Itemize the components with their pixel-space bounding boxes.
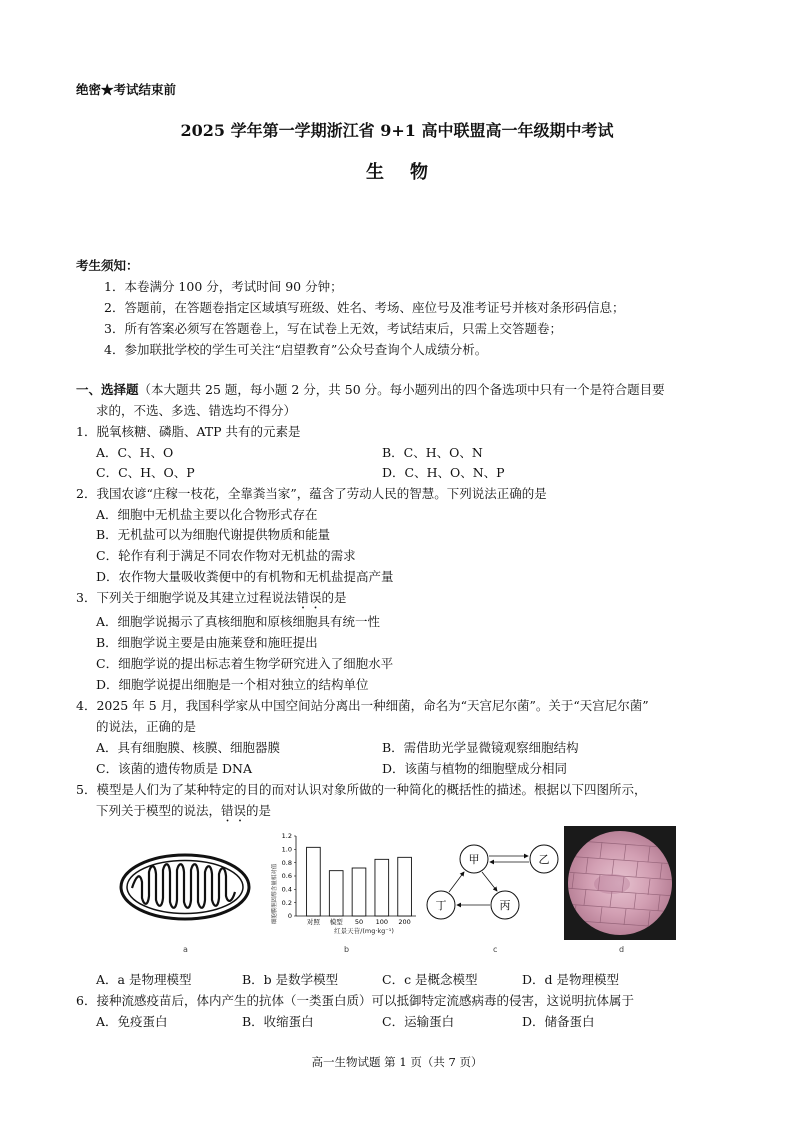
figure-label-c: c: [493, 945, 498, 954]
q5-option-b: B．b 是数学模型: [242, 972, 339, 987]
section-label: 一、选择题: [76, 382, 139, 397]
bar-chart: [266, 828, 426, 940]
y-tick-label: 0.2: [281, 898, 292, 907]
bar-0: [307, 847, 321, 916]
bar-2: [352, 868, 366, 916]
figure-label-a: a: [183, 945, 188, 954]
q5-stem-pre: 下列关于模型的说法，: [96, 803, 222, 818]
q3-option-b: B．细胞学说主要是由施莱登和施旺提出: [96, 635, 318, 650]
q6-option-b: B．收缩蛋白: [242, 1014, 314, 1029]
section-desc-2: 求的，不选、多选、错选均不得分）: [96, 403, 297, 418]
chart-ylabel: 细胞膜胆固醇含量相对值: [272, 863, 278, 925]
q2-stem: 2．我国农谚“庄稼一枝花，全靠粪当家”，蕴含了劳动人民的智慧。下列说法正确的是: [76, 486, 547, 501]
q4-option-b: B．需借助光学显微镜观察细胞结构: [382, 740, 579, 755]
notice-item: 3．所有答案必须写在答题卷上，写在试卷上无效，考试结束后，只需上交答题卷；: [104, 321, 562, 336]
q3-option-a: A．细胞学说揭示了真核细胞和原核细胞具有统一性: [96, 614, 381, 629]
q5-stem-1: 5．模型是人们为了某种特定的目的而对认识对象所做的一种简化的概括性的描述。根据以下四图所示，: [76, 782, 647, 797]
q4-stem-2: 的说法，正确的是: [96, 719, 197, 734]
q5-stem-post: 的是: [246, 803, 272, 818]
bar-4: [398, 857, 412, 916]
section-desc: （本大题共 25 题，每小题 2 分，共 50 分。每小题列出的四个备选项中只有一个是符合题目要: [138, 382, 665, 397]
onion-cell-micrograph: [564, 826, 676, 940]
y-tick-label: 1.0: [281, 845, 292, 854]
y-tick-label: 0.4: [281, 885, 292, 894]
node-ding-label: 丁: [435, 899, 447, 912]
notice-heading: 考生须知：: [76, 258, 139, 273]
y-tick-label: 0: [287, 912, 292, 921]
figure-label-d: d: [619, 945, 625, 954]
q5-stem-emphasis: 错误: [221, 803, 247, 818]
q5-option-c: C．c 是概念模型: [382, 972, 478, 987]
y-tick-label: 1.2: [281, 832, 292, 841]
q3-stem: [76, 588, 347, 612]
q4-option-c: C．该菌的遗传物质是 DNA: [96, 761, 253, 776]
arrow-jia-bing: [482, 872, 497, 891]
q2-option-b: B．无机盐可以为细胞代谢提供物质和能量: [96, 527, 331, 542]
q1-option-b: B．C、H、O、N: [382, 445, 483, 460]
node-yi-label: 乙: [538, 853, 550, 866]
confidential-mark: 绝密★考试结束前: [76, 82, 177, 97]
bar-3: [375, 859, 389, 916]
q1-stem: 1．脱氧核糖、磷脂、ATP 共有的元素是: [76, 424, 301, 439]
page-footer: 高一生物试题 第 1 页（共 7 页）: [311, 1055, 483, 1069]
q3-stem-pre: 3．下列关于细胞学说及其建立过程说法: [76, 590, 297, 605]
notice-item: 4．参加联批学校的学生可关注“启望教育”公众号查询个人成绩分析。: [104, 342, 488, 357]
mitochondrion-figure: [118, 852, 252, 922]
figure-label-b: b: [344, 945, 350, 954]
q6-stem: 6．接种流感疫苗后，体内产生的抗体（一类蛋白质）可以抵御特定流感病毒的侵害，这说明抗体属于: [76, 993, 634, 1008]
q5-option-d: D．d 是物理模型: [522, 972, 619, 987]
q4-option-d: D．该菌与植物的细胞壁成分相同: [382, 761, 568, 776]
q5-option-a: A．a 是物理模型: [96, 972, 192, 987]
y-tick-label: 0.6: [281, 872, 292, 881]
x-category-label: 对照: [306, 918, 320, 926]
q3-option-c: C．细胞学说的提出标志着生物学研究进入了细胞水平: [96, 656, 394, 671]
x-category-label: 100: [375, 918, 389, 926]
exam-title: 2025 学年第一学期浙江省 9+1 高中联盟高一年级期中考试: [180, 121, 614, 140]
q2-option-c: C．轮作有利于满足不同农作物对无机盐的需求: [96, 548, 356, 563]
section-heading: [76, 380, 665, 398]
notice-item: 2．答题前，在答题卷指定区域填写班级、姓名、考场、座位号及准考证号并核对条形码信息；: [104, 300, 625, 315]
q4-option-a: A．具有细胞膜、核膜、细胞器膜: [96, 740, 281, 755]
q1-option-c: C．C、H、O、P: [96, 465, 195, 480]
arrow-ding-jia: [449, 872, 464, 892]
q1-option-a: A．C、H、O: [96, 445, 174, 460]
q2-option-d: D．农作物大量吸收粪便中的有机物和无机盐提高产量: [96, 569, 394, 584]
concept-diagram: [424, 840, 564, 924]
x-category-label: 200: [398, 918, 411, 926]
q6-option-c: C．运输蛋白: [382, 1014, 455, 1029]
q1-option-d: D．C、H、O、N、P: [382, 465, 505, 480]
q3-stem-emphasis: 错误: [296, 590, 322, 605]
x-category-label: 50: [354, 918, 364, 926]
notice-item: 1．本卷满分 100 分，考试时间 90 分钟；: [104, 279, 343, 294]
x-category-label: 模型: [329, 918, 343, 926]
bar-1: [329, 871, 343, 916]
node-bing-label: 丙: [499, 899, 511, 912]
y-tick-label: 0.8: [281, 858, 292, 867]
q6-option-d: D．储备蛋白: [522, 1014, 595, 1029]
q3-stem-post: 的是: [321, 590, 347, 605]
q4-stem-1: 4．2025 年 5 月，我国科学家从中国空间站分离出一种细菌，命名为“天宫尼尔菌”。关于“天宫尼尔菌”: [76, 698, 649, 713]
node-jia-label: 甲: [468, 853, 480, 866]
q2-option-a: A．细胞中无机盐主要以化合物形式存在: [96, 507, 318, 522]
q6-option-a: A．免疫蛋白: [96, 1014, 168, 1029]
q3-option-d: D．细胞学说提出细胞是一个相对独立的结构单位: [96, 677, 369, 692]
chart-xlabel: 红景天苷/(mg·kg⁻¹): [334, 927, 394, 935]
subject-title: 生物: [366, 162, 454, 183]
q5-stem-2: [96, 801, 271, 825]
